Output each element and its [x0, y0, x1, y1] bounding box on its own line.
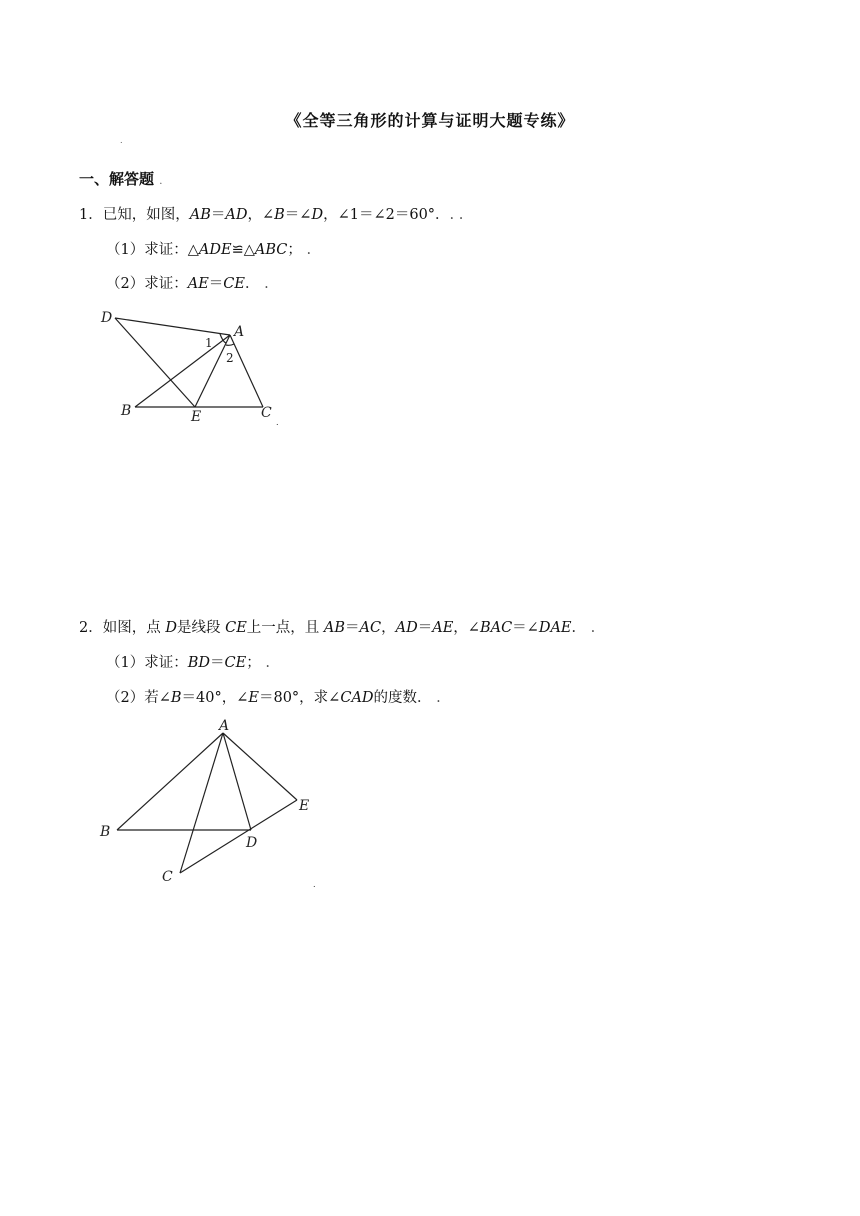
segment-AC: [230, 335, 263, 407]
q2-s2-text: 的度数．: [373, 690, 432, 706]
q2-s1-var: CE: [224, 655, 247, 671]
section-label: 一、解答题: [79, 170, 155, 188]
q2-text: ＝: [345, 620, 360, 636]
q2-s2-text: ＝80°，求∠: [258, 690, 341, 706]
q2-s1-text: ＝: [210, 655, 225, 671]
q1-text: ＝: [210, 207, 226, 223]
page-title: 《全等三角形的计算与证明大题专练》: [285, 111, 575, 130]
segment-AC: [180, 733, 223, 873]
q1-number: 1．: [79, 207, 103, 223]
q2-var: AE: [432, 620, 454, 636]
question-1-stem: [79, 203, 463, 224]
segment-CE: [180, 800, 297, 873]
section-trail: .: [159, 176, 163, 187]
q2-number: 2．: [79, 620, 103, 636]
segment-AB: [117, 733, 223, 830]
segment-AD: [223, 733, 251, 830]
q1-s2-var: CE: [223, 276, 245, 292]
q1-var: AD: [225, 207, 248, 223]
q2-text: ．: [571, 620, 587, 636]
label-D: D: [101, 310, 113, 326]
q2-s2-var: E: [248, 690, 259, 706]
q2-text: 上一点，且: [246, 620, 324, 636]
q1-var: B: [274, 207, 285, 223]
q1-var: D: [311, 207, 324, 223]
q2-var: AB: [323, 620, 346, 636]
label-angle-1: 1: [205, 336, 213, 350]
q2-s1-trail: .: [265, 655, 270, 671]
q1-s2-text: （2）求证：: [106, 276, 188, 292]
label-D: D: [246, 835, 258, 851]
segment-AE: [223, 733, 297, 800]
q2-var: AD: [395, 620, 418, 636]
q2-s2-text: （2）若∠: [106, 690, 171, 706]
label-E: E: [299, 798, 310, 814]
q2-s2-var: CAD: [340, 690, 374, 706]
q1-s1-var: ABC: [254, 242, 288, 258]
label-E: E: [191, 409, 202, 425]
q2-var: AC: [359, 620, 382, 636]
q2-text: 如图，点: [102, 620, 166, 636]
q2-var: BAC: [479, 620, 513, 636]
q2-text: ，: [381, 620, 396, 636]
q2-s2-trail: .: [436, 690, 441, 706]
question-1-part-1: [106, 238, 311, 259]
q1-s1-var: ADE: [198, 242, 232, 258]
q2-var: D: [165, 620, 177, 636]
label-angle-2: 2: [226, 351, 234, 365]
figure-2: [95, 715, 335, 895]
q1-s2-var: AE: [187, 276, 209, 292]
q2-text: ，∠: [453, 620, 480, 636]
figure-2-trail: .: [313, 880, 316, 889]
label-B: B: [100, 824, 111, 840]
q1-text: 已知，如图，: [102, 207, 190, 223]
q1-text: ，∠: [247, 207, 275, 223]
question-2-part-1: [106, 651, 270, 672]
label-C: C: [261, 405, 272, 421]
question-2-part-2: [106, 686, 441, 707]
segment-DA: [115, 318, 230, 335]
q2-var: CE: [225, 620, 247, 636]
title-trailing-dot: .: [120, 136, 123, 145]
q1-text: ＝∠: [284, 207, 312, 223]
q2-var: DAE: [538, 620, 572, 636]
q2-s1-text: （1）求证：: [106, 655, 188, 671]
q2-s1-text: ；: [246, 655, 261, 671]
segment-DE: [115, 318, 195, 407]
angle-2-arc: [226, 344, 234, 345]
q1-s1-text: （1）求证：△: [106, 242, 199, 258]
segment-BA: [135, 335, 230, 407]
q1-s1-text: ≌△: [231, 242, 255, 258]
label-C: C: [162, 869, 173, 885]
q2-text: ＝: [417, 620, 433, 636]
q1-text: ，∠1＝∠2＝60°．: [323, 207, 450, 223]
q2-text: 是线段: [176, 620, 226, 636]
figure-1-trail: .: [276, 418, 279, 427]
q2-trail: .: [590, 620, 596, 636]
label-A: A: [234, 324, 245, 340]
q1-s1-text: ；: [287, 242, 302, 258]
q2-s2-var: B: [170, 690, 182, 706]
q1-trail: . .: [449, 207, 464, 223]
q1-s2-trail: .: [264, 276, 269, 292]
q1-s2-text: ．: [244, 276, 260, 292]
q2-text: ＝∠: [512, 620, 539, 636]
label-A: A: [219, 718, 230, 734]
q2-s1-var: BD: [187, 655, 211, 671]
question-2-stem: [79, 616, 595, 637]
label-B: B: [121, 403, 132, 419]
q2-s2-text: ＝40°，∠: [181, 690, 249, 706]
q1-s2-text: ＝: [208, 276, 224, 292]
figure-1: [95, 300, 295, 435]
q1-var: AB: [189, 207, 211, 223]
question-1-part-2: [106, 272, 269, 293]
q1-s1-trail: .: [306, 242, 312, 258]
section-heading: [79, 168, 162, 189]
